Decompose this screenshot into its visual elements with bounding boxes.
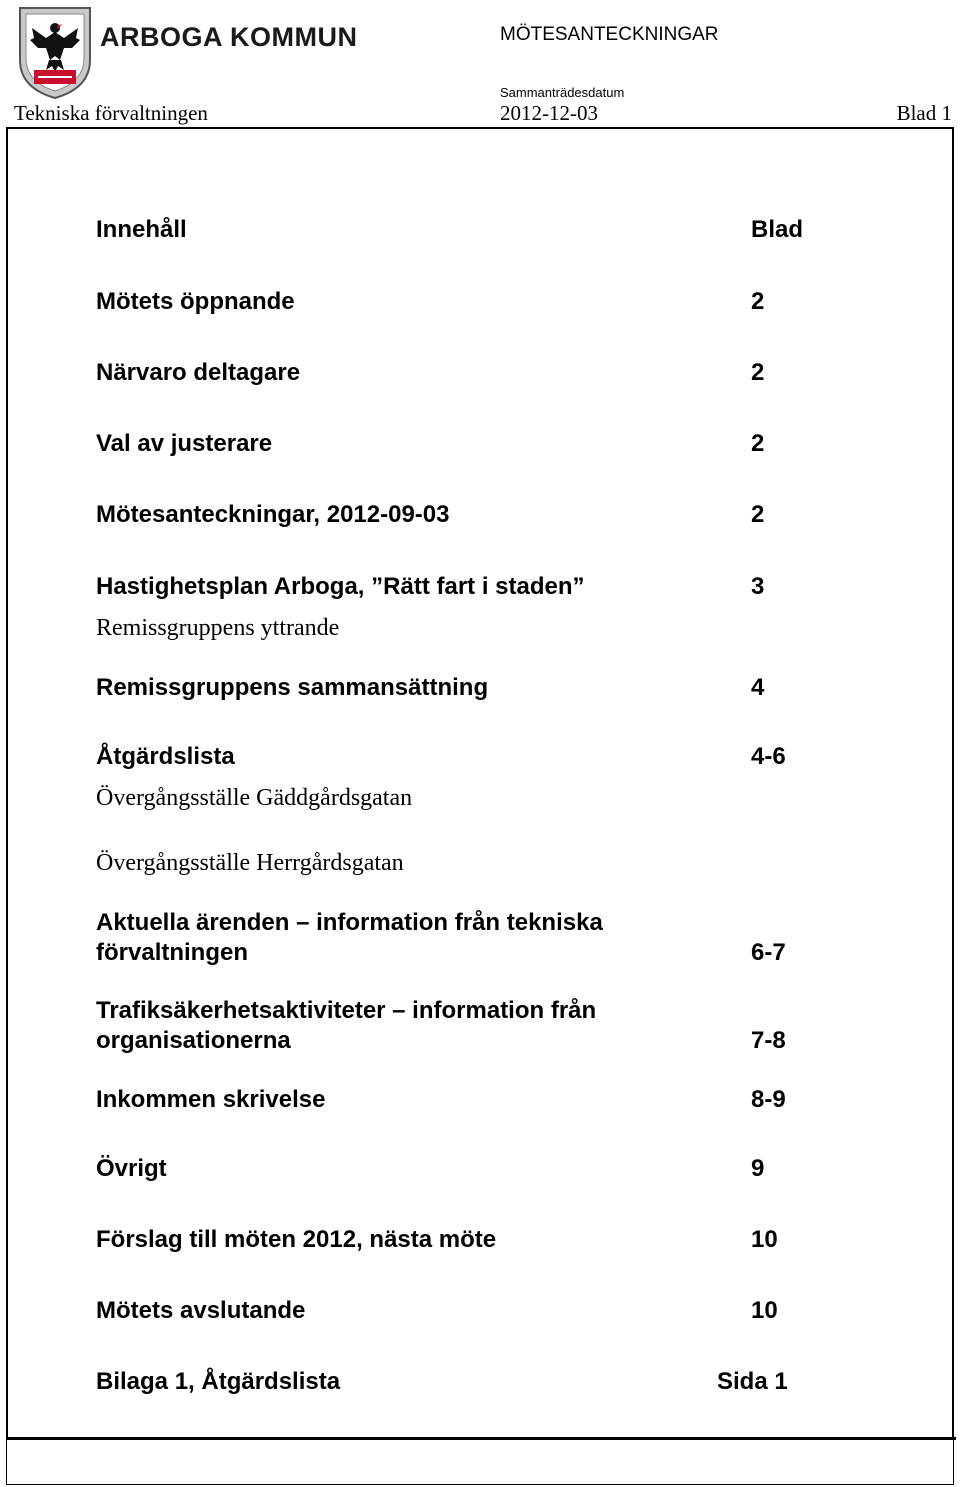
toc-item-title: Förslag till möten 2012, nästa möte bbox=[96, 1226, 497, 1253]
toc-item-page: 2 bbox=[751, 501, 765, 528]
toc-item-subtitle: Övergångsställe Herrgårdsgatan bbox=[96, 850, 404, 876]
toc-item-page: 2 bbox=[751, 359, 765, 386]
toc-item-page: 6-7 bbox=[751, 939, 786, 966]
toc-item-page: Sida 1 bbox=[717, 1368, 788, 1395]
toc-item-page: 3 bbox=[751, 573, 765, 600]
toc-item-page: 4-6 bbox=[751, 743, 786, 770]
toc-item-title: Hastighetsplan Arboga, ”Rätt fart i staden” bbox=[96, 573, 585, 600]
page-number: Blad 1 bbox=[896, 101, 952, 125]
toc-item-page: 10 bbox=[751, 1226, 778, 1253]
toc-item-title-line1: Trafiksäkerhetsaktiviteter – information från bbox=[96, 997, 597, 1024]
toc-item-title: Mötets öppnande bbox=[96, 288, 295, 315]
toc-item-title: Remissgruppens sammansättning bbox=[96, 674, 489, 701]
toc-item-subtitle: Övergångsställe Gäddgårdsgatan bbox=[96, 785, 413, 811]
toc-item-title: Bilaga 1, Åtgärdslista bbox=[96, 1368, 341, 1395]
footer-frame bbox=[6, 1440, 954, 1485]
toc-item-page: 10 bbox=[751, 1297, 778, 1324]
toc-item-title-line2: förvaltningen bbox=[96, 939, 249, 966]
toc-item-title: Mötesanteckningar, 2012-09-03 bbox=[96, 501, 450, 528]
toc-heading: Innehåll bbox=[96, 216, 187, 243]
document-type: MÖTESANTECKNINGAR bbox=[500, 24, 719, 45]
toc-item-title: Närvaro deltagare bbox=[96, 359, 301, 386]
toc-item-title-line2: organisationerna bbox=[96, 1027, 291, 1054]
toc-item-page: 8-9 bbox=[751, 1086, 786, 1113]
brand-name: ARBOGA KOMMUN bbox=[100, 22, 358, 52]
toc-item-page: 7-8 bbox=[751, 1027, 786, 1054]
toc-item-page: 4 bbox=[751, 674, 765, 701]
toc-item-subtitle: Remissgruppens yttrande bbox=[96, 615, 340, 641]
toc-item-title-line1: Aktuella ärenden – information från tekniska bbox=[96, 909, 603, 936]
toc-item-title: Åtgärdslista bbox=[96, 743, 235, 770]
toc-item-title: Övrigt bbox=[96, 1155, 167, 1182]
toc-item-title: Inkommen skrivelse bbox=[96, 1086, 326, 1113]
toc-item-page: 9 bbox=[751, 1155, 765, 1182]
meeting-date: 2012-12-03 bbox=[500, 101, 598, 125]
meeting-date-label: Sammanträdesdatum bbox=[500, 85, 625, 100]
toc-page-heading: Blad bbox=[751, 216, 804, 243]
toc-item-title: Val av justerare bbox=[96, 430, 273, 457]
department-name: Tekniska förvaltningen bbox=[14, 101, 208, 125]
arboga-coat-of-arms-icon bbox=[16, 4, 94, 100]
toc-item-page: 2 bbox=[751, 288, 765, 315]
toc-item-page: 2 bbox=[751, 430, 765, 457]
toc-item-title: Mötets avslutande bbox=[96, 1297, 306, 1324]
header-divider bbox=[6, 127, 954, 129]
